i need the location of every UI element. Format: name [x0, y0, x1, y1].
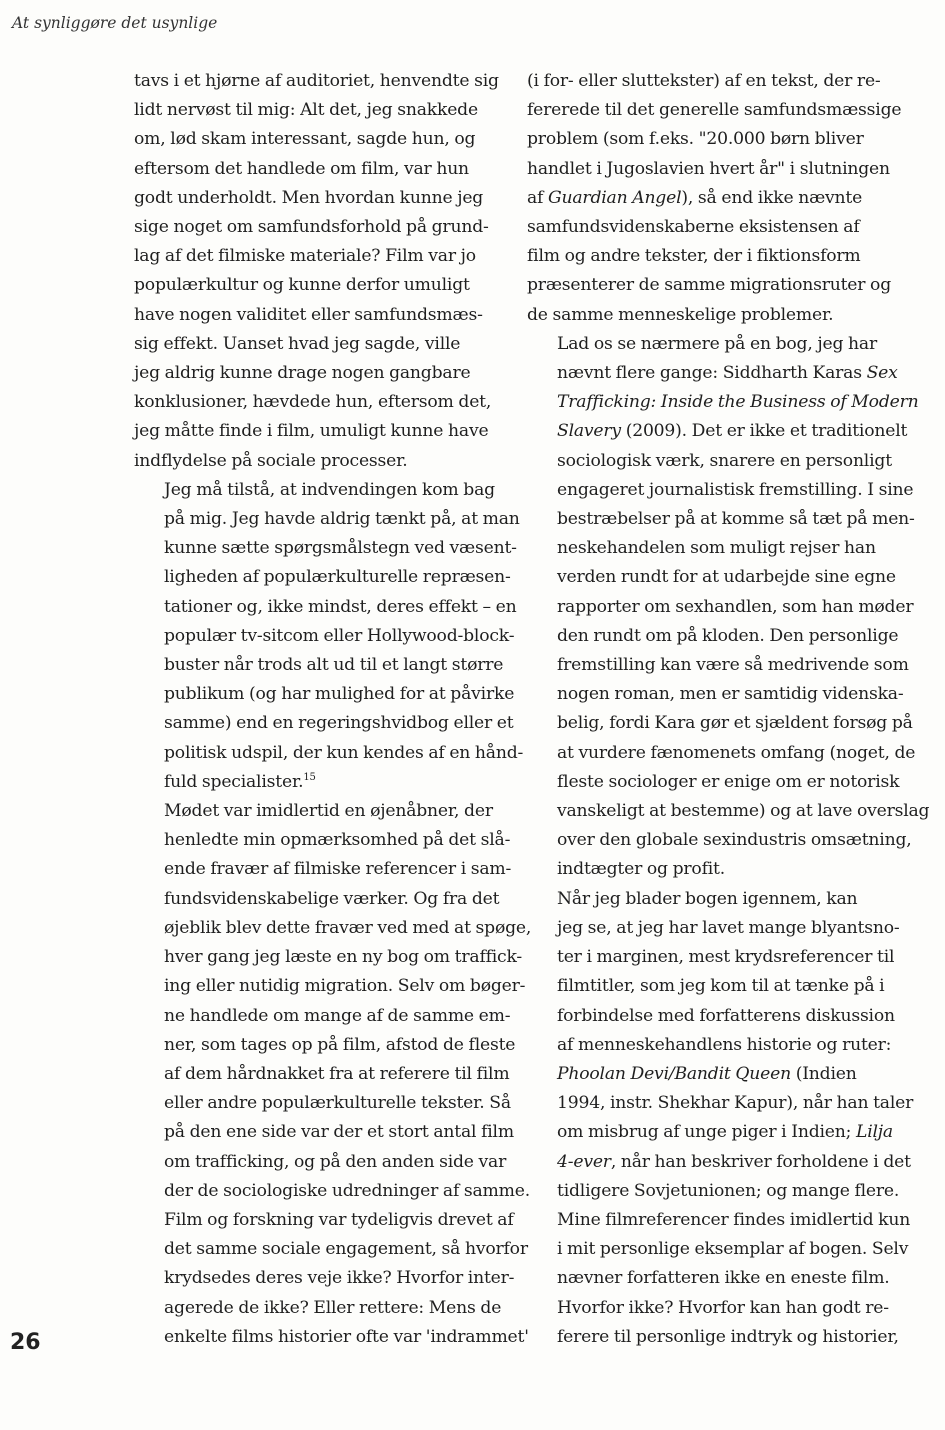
text-line: forbindelse med forfatterens diskussion	[557, 1005, 895, 1026]
text-line: sige noget om samfundsforhold på grund-	[134, 217, 489, 238]
text-line: Phoolan Devi/Bandit Queen (Indien	[557, 1063, 857, 1084]
text-line: Film og forskning var tydeligvis drevet af	[164, 1209, 514, 1230]
text-line: publikum (og har mulighed for at påvirke	[164, 684, 515, 705]
text-line: fremstilling kan være så medrivende som	[557, 655, 909, 676]
text-line: jeg måtte finde i film, umuligt kunne have	[134, 421, 489, 442]
text-line: have nogen validitet eller samfundsmæs-	[134, 304, 483, 325]
text-line: af Guardian Angel), så end ikke nævnte	[527, 187, 863, 208]
book-title: Slavery	[557, 421, 621, 442]
paragraph	[527, 885, 914, 1352]
text-line: enkelte films historier ofte var 'indrammet'	[164, 1326, 529, 1347]
text-line: politisk udspil, der kun kendes af en hånd-	[164, 742, 524, 763]
text-line: filmtitler, som jeg kom til at tænke på i	[557, 976, 885, 997]
text-line: kunne sætte spørgsmålstegn ved væsent-	[164, 538, 517, 559]
right-column	[527, 67, 930, 1352]
text-line: 1994, instr. Shekhar Kapur), når han taler	[557, 1093, 914, 1114]
footnote-reference: 15	[303, 771, 316, 783]
text-line: det samme sociale engagement, så hvorfor	[164, 1239, 528, 1260]
text-line: Lad os se nærmere på en bog, jeg har	[557, 333, 877, 354]
text-line: at vurdere fænomenets omfang (noget, de	[557, 742, 916, 763]
text-line: over den globale sexindustris omsætning,	[557, 830, 912, 851]
text-line: samme) end en regeringshvidbog eller et	[164, 713, 514, 734]
page-number: 26	[10, 1330, 41, 1355]
text-line: Mine filmreferencer findes imidlertid kun	[557, 1209, 911, 1230]
text-line: tavs i et hjørne af auditoriet, henvendte sig	[134, 71, 499, 91]
text-line: indflydelse på sociale processer.	[134, 450, 408, 471]
text-line: Når jeg blader bogen igennem, kan	[557, 888, 858, 909]
text-line: agerede de ikke? Eller rettere: Mens de	[164, 1297, 502, 1318]
paragraph	[134, 797, 532, 1352]
text-line: krydsedes deres veje ikke? Hvorfor inter-	[164, 1268, 515, 1289]
text-line: buster når trods alt ud til et langt større	[164, 655, 504, 676]
text-line: de samme menneskelige problemer.	[527, 304, 834, 325]
text-line: om trafficking, og på den anden side var	[164, 1151, 507, 1172]
text-line: neskehandelen som muligt rejser han	[557, 538, 876, 559]
text-line: lag af det filmiske materiale? Film var jo	[134, 246, 476, 267]
text-line: konklusioner, hævdede hun, eftersom det,	[134, 392, 492, 413]
text-line: præsenterer de samme migrationsruter og	[527, 275, 892, 296]
text-line: ing eller nutidig migration. Selv om bøger-	[164, 976, 526, 997]
text-line: ne handlede om mange af de samme em-	[164, 1005, 511, 1026]
text-line: (i for- eller sluttekster) af en tekst, der re-	[527, 71, 881, 91]
text-line: bestræbelser på at komme så tæt på men-	[557, 509, 915, 530]
text-line: sig effekt. Uanset hvad jeg sagde, ville	[134, 333, 461, 354]
text-line: der de sociologiske udredninger af samme.	[164, 1180, 530, 1201]
paragraph	[134, 476, 524, 797]
text-line: ferere til personlige indtryk og historier,	[557, 1326, 899, 1347]
text-line: film og andre tekster, der i fiktionsform	[527, 246, 861, 267]
text-line: hver gang jeg læste en ny bog om traffick-	[164, 947, 523, 968]
text-line: fleste sociologer er enige om er notorisk	[557, 771, 900, 792]
book-title: Sex	[866, 363, 898, 384]
text-line: Mødet var imidlertid en øjenåbner, der	[164, 801, 493, 822]
paragraph	[527, 330, 930, 885]
text-line: ende fravær af filmiske referencer i sam-	[164, 859, 512, 880]
text-line: jeg aldrig kunne drage nogen gangbare	[134, 363, 471, 384]
text-line: godt underholdt. Men hvordan kunne jeg	[134, 187, 484, 208]
text-line: handlet i Jugoslavien hvert år" i slutningen	[527, 158, 890, 179]
film-title: Phoolan Devi/Bandit Queen	[557, 1063, 791, 1084]
text-line: nævner forfatteren ikke en eneste film.	[557, 1268, 890, 1289]
text-line: den rundt om på kloden. Den personlige	[557, 625, 899, 646]
paragraph	[134, 67, 509, 476]
text-line: af menneskehandlens historie og ruter:	[557, 1034, 892, 1055]
text-line: belig, fordi Kara gør et sjældent forsøg på	[557, 713, 913, 734]
text-line: vanskeligt at bestemme) og at lave overslag	[557, 801, 930, 822]
text-line: 4-ever, når han beskriver forholdene i det	[557, 1151, 911, 1172]
text-line: fundsvidenskabelige værker. Og fra det	[164, 888, 500, 909]
text-line: populær tv-sitcom eller Hollywood-block-	[164, 625, 515, 646]
left-column	[134, 67, 532, 1352]
running-head: At synliggøre det usynlige	[12, 14, 218, 32]
text-line: sociologisk værk, snarere en personligt	[557, 450, 892, 471]
film-title: 4-ever	[557, 1151, 611, 1172]
text-line: verden rundt for at udarbejde sine egne	[557, 567, 896, 588]
text-line: nævnt flere gange: Siddharth Karas Sex	[557, 363, 898, 384]
text-line: i mit personlige eksemplar af bogen. Selv	[557, 1239, 909, 1260]
text-line: Slavery (2009). Det er ikke et traditionelt	[557, 421, 908, 442]
text-line	[527, 388, 919, 417]
text-line: jeg se, at jeg har lavet mange blyantsno-	[557, 917, 900, 938]
text-line: af dem hårdnakket fra at referere til film	[164, 1063, 510, 1084]
text-line: tationer og, ikke mindst, deres effekt – en	[164, 596, 517, 617]
text-line: Hvorfor ikke? Hvorfor kan han godt re-	[557, 1297, 889, 1318]
text-line: om misbrug af unge piger i Indien; Lilja	[557, 1122, 893, 1143]
text-line: om, lød skam interessant, sagde hun, og	[134, 129, 476, 150]
text-line: populærkultur og kunne derfor umuligt	[134, 275, 470, 296]
text-line: øjeblik blev dette fravær ved med at spøge,	[164, 917, 532, 938]
text-line: ner, som tages op på film, afstod de fleste	[164, 1034, 516, 1055]
film-title: Lilja	[856, 1122, 893, 1143]
text-line: fuld specialister.$^{15}$	[164, 771, 316, 792]
text-line: nogen roman, men er samtidig videnska-	[557, 684, 904, 705]
text-line: fererede til det generelle samfundsmæssige	[527, 100, 902, 121]
film-title: Guardian Angel	[547, 187, 682, 208]
book-title: Trafficking: Inside the Business of Modern	[557, 392, 919, 413]
text-line: engageret journalistisk fremstilling. I sine	[557, 479, 914, 500]
paragraph	[527, 67, 902, 330]
text-line: indtægter og profit.	[557, 859, 725, 880]
text-line: Jeg må tilstå, at indvendingen kom bag	[164, 479, 495, 500]
text-line: på den ene side var der et stort antal film	[164, 1122, 514, 1143]
text-line: ter i marginen, mest krydsreferencer til	[557, 947, 895, 968]
text-line: eftersom det handlede om film, var hun	[134, 158, 469, 179]
text-line: problem (som f.eks. "20.000 børn bliver	[527, 129, 864, 150]
text-line: lidt nervøst til mig: Alt det, jeg snakkede	[134, 100, 478, 121]
text-line: rapporter om sexhandlen, som han møder	[557, 596, 914, 617]
text-line: på mig. Jeg havde aldrig tænkt på, at man	[164, 509, 520, 530]
text-line: eller andre populærkulturelle tekster. Så	[164, 1093, 511, 1114]
text-line: ligheden af populærkulturelle repræsen-	[164, 567, 511, 588]
text-line: samfundsvidenskaberne eksistensen af	[527, 217, 860, 238]
text-line: tidligere Sovjetunionen; og mange flere.	[557, 1180, 900, 1201]
text-line: henledte min opmærksomhed på det slå-	[164, 830, 511, 851]
